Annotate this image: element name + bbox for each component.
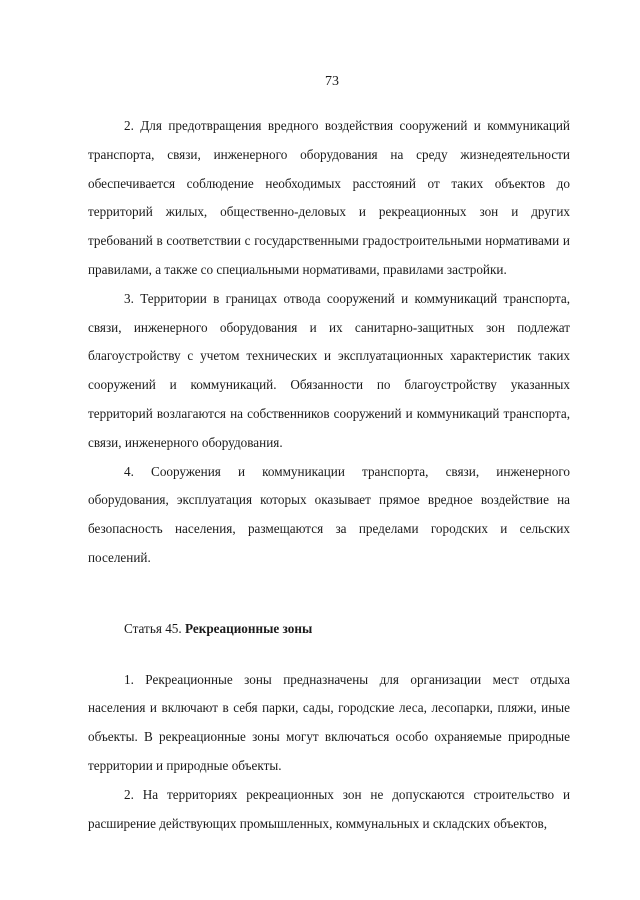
paragraph-3: 3. Территории в границах отвода сооружений и коммуникаций транспорта, связи, инженерного оборудования и их санитарно-защитных зон подлежат благоустройству с учетом технических и эксплуатационных характеристик таких сооружений и коммуникаций. Обязанности по благоустройству указанных территорий возлагаются на собственников сооружений и коммуникаций транспорта, связи, инженерного оборудования. [88,290,570,450]
paragraph-4: 4. Сооружения и коммуникации транспорта, связи, инженерного оборудования, эксплуатация которых оказывает прямое вредное воздействие на безопасность населения, размещаются за пределами городских и сельских поселений. [88,463,570,565]
article-prefix: Статья 45. [124,620,182,636]
page-number: 73 [325,74,339,89]
article-paragraph-1: 1. Рекреационные зоны предназначены для организации мест отдыха населения и включают в себя парки, сады, городские леса, лесопарки, пляжи, иные объекты. В рекреационные зоны могут включаться особо охраняемые природные территории и природные объекты. [88,671,570,773]
paragraph-2: 2. Для предотвращения вредного воздействия сооружений и коммуникаций транспорта, связи, инженерного оборудования на среду жизнедеятельности обеспечивается соблюдение необходимых расстояний от таких объектов до территорий жилых, общественно-деловых и рекреационных зон и других требований в соответствии с государственными градостроительными нормативами и правилами, а также со специальными нормативами, правилами застройки. [88,118,570,277]
article-heading [88,615,570,644]
article-title: Рекреационные зоны [184,620,313,636]
document-body [88,112,570,838]
article-paragraph-2: 2. На территориях рекреационных зон не допускаются строительство и расширение действующих промышленных, коммунальных и складских объектов, [88,786,570,831]
